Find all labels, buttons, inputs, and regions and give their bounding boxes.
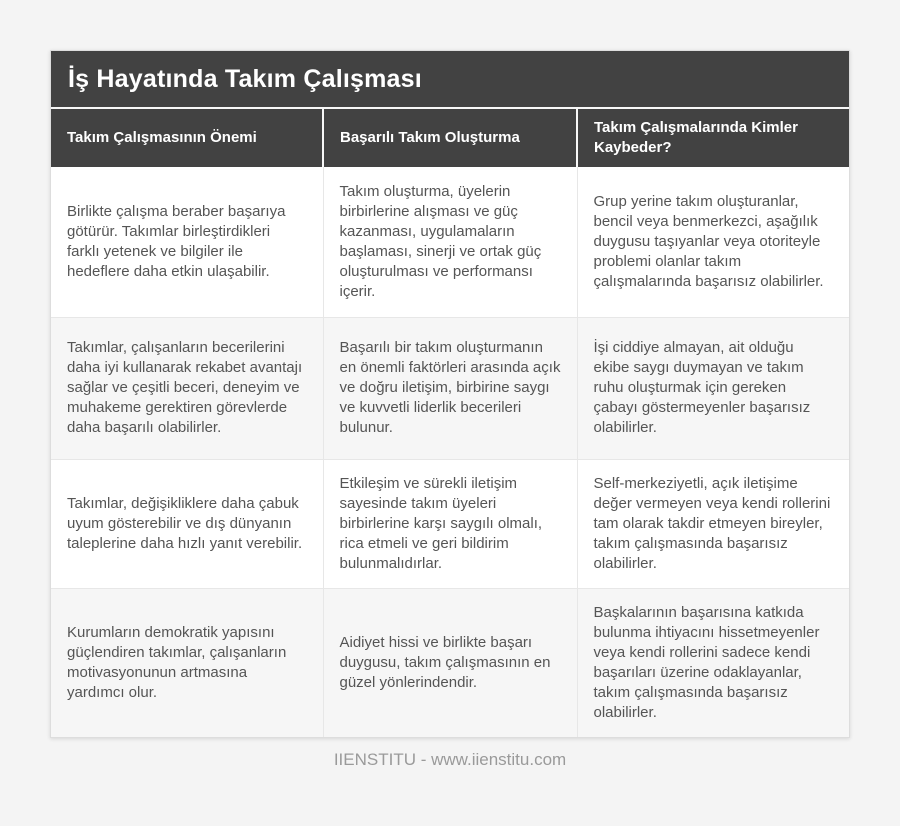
footer-credit: IIENSTITU - www.iienstitu.com — [333, 750, 567, 769]
column-header-importance: Takım Çalışmasının Önemi — [51, 109, 323, 167]
table-cell: Self-merkeziyetli, açık iletişime değer vermeyen veya kendi rollerini tam olarak takdir etmeyen bireyler, takım çalışmasında başarısız olabilirler. — [577, 459, 849, 588]
table-row — [51, 459, 849, 588]
table-row — [51, 317, 849, 459]
table-cell: Takımlar, çalışanların becerilerini daha iyi kullanarak rekabet avantajı sağlar ve çeşitli beceri, deneyim ve muhakeme gerektiren görevlerde daha başarılı olabilirler. — [51, 317, 323, 459]
card-title-bar — [51, 51, 849, 109]
table-cell: Grup yerine takım oluşturanlar, bencil veya benmerkezci, aşağılık duygusu taşıyanlar veya otoriteyle problemi olanlar takım çalışmalarında başarısız olabilirler. — [577, 167, 849, 317]
table-row — [51, 588, 849, 737]
table-cell: Aidiyet hissi ve birlikte başarı duygusu, takım çalışmasının en güzel yönlerindendir. — [323, 588, 577, 737]
table-row — [51, 167, 849, 317]
column-header-who-loses: Takım Çalışmalarında Kimler Kaybeder? — [577, 109, 849, 167]
table-cell: Başkalarının başarısına katkıda bulunma ihtiyacını hissetmeyenler veya kendi rollerini sadece kendi başarıları üzerine odaklayanlar, takım çalışmasında başarısız olabilirler. — [577, 588, 849, 737]
table-cell: Takımlar, değişikliklere daha çabuk uyum gösterebilir ve dış dünyanın taleplerine daha hızlı yanıt verebilir. — [51, 459, 323, 588]
table-cell: Etkileşim ve sürekli iletişim sayesinde takım üyeleri birbirlerine karşı saygılı olmalı, rica etmeli ve geri bildirim bulunmalıdırlar. — [323, 459, 577, 588]
table-cell: Takım oluşturma, üyelerin birbirlerine alışması ve güç kazanması, uygulamaların başlaması, sinerji ve ortak güç oluşturulması ve performansı içerir. — [323, 167, 577, 317]
teamwork-card — [50, 50, 850, 738]
table-cell: Kurumların demokratik yapısını güçlendiren takımlar, çalışanların motivasyonunun artmasına yardımcı olur. — [51, 588, 323, 737]
table-header-row — [51, 109, 849, 167]
table-cell: İşi ciddiye almayan, ait olduğu ekibe saygı duymayan ve takım ruhu oluşturmak için gereken çabayı göstermeyenler başarısız olabilirler. — [577, 317, 849, 459]
table-cell: Birlikte çalışma beraber başarıya götürür. Takımlar birleştirdikleri farklı yetenek ve bilgiler ile hedeflere daha etkin ulaşabilir. — [67, 202, 286, 280]
teamwork-table — [51, 109, 849, 737]
column-header-building: Başarılı Takım Oluşturma — [323, 109, 577, 167]
table-cell: Başarılı bir takım oluşturmanın en önemli faktörleri arasında açık ve doğru iletişim, birbirine saygı ve kuvvetli liderlik becerileri bulunur. — [323, 317, 577, 459]
page-title: İş Hayatında Takım Çalışması — [68, 64, 422, 93]
